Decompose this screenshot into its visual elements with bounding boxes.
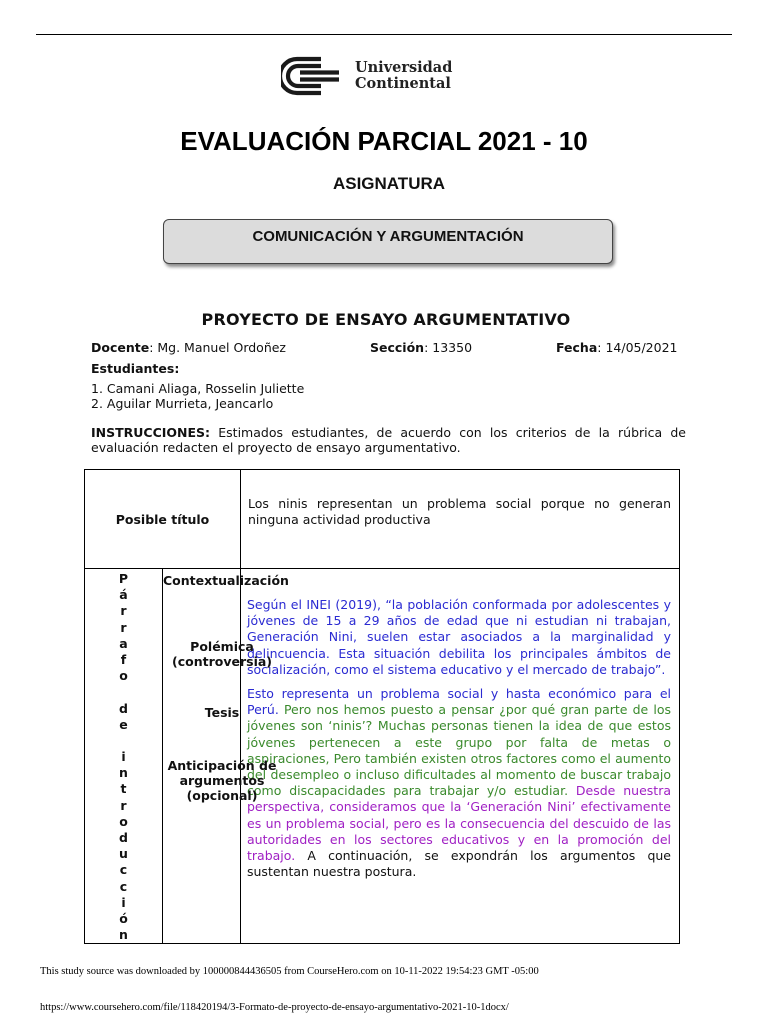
vertical-letter: [85, 733, 162, 749]
student-item: 1. Camani Aliaga, Rosselin Juliette: [91, 381, 305, 396]
seccion-value: : 13350: [424, 340, 473, 355]
universidad-continental-logo-icon: [281, 55, 343, 97]
paragraph-gap: [247, 678, 671, 686]
intro-vertical-label: [85, 569, 163, 944]
essay-project-table: [84, 469, 680, 944]
vertical-letter: n: [119, 927, 128, 943]
docente-value: : Mg. Manuel Ordoñez: [149, 340, 286, 355]
download-note: This study source was downloaded by 100000844436505 from CourseHero.com on 10-11-2022 19:54:23 GMT -05:00: [40, 966, 539, 977]
students-label: Estudiantes:: [91, 361, 180, 376]
logo-line-1: Universidad: [355, 59, 453, 76]
exam-title: EVALUACIÓN PARCIAL 2021 - 10: [180, 126, 588, 156]
intro-polemic-text: Pero nos hemos puesto a pensar ¿por qué gran parte de los jóvenes son ‘ninis’? Muchas personas tienen la idea de que estos jóvenes pertenecen a este grupo por falta de metas o aspiraciones, Pero también existen otros factores como el aumento del desempleo o incluso dificultades al momento de buscar trabajo como discapacidades para trabajar y/o estudiar.: [247, 702, 671, 799]
contextualization-label: Contextualización: [163, 573, 289, 588]
intro-labels-cell: [163, 569, 289, 944]
vertical-letter: c: [119, 862, 128, 878]
intro-thesis-text: Esto representa un problema social y hasta económico para el Perú.: [247, 686, 671, 718]
vertical-letter: n: [119, 765, 128, 781]
vertical-letter: i: [121, 749, 126, 765]
vertical-letter: r: [120, 797, 127, 813]
vertical-letter: á: [119, 587, 128, 603]
possible-title-text: Los ninis representan un problema social porque no generan ninguna actividad productiva: [248, 496, 671, 527]
title-label-cell: [85, 470, 241, 569]
intro-anticipation-text: A continuación, se expondrán los argumentos que sustentan nuestra postura.: [247, 848, 671, 880]
subject-label: ASIGNATURA: [332, 174, 446, 193]
thesis-label: Tesis: [204, 705, 240, 720]
university-logo: [281, 55, 461, 97]
docente-label: Docente: [91, 340, 150, 355]
vertical-letter: [85, 684, 162, 700]
students-list: [91, 381, 304, 411]
intro-context-text: Según el INEI (2019), “la población conformada por adolescentes y jóvenes de 15 a 29 años de edad que ni estudian ni trabajan, Generación Nini, suelen estar asociados a la marginalidad y delincuencia. Esta situación debilita los principales ámbitos de socialización, como el sistema educativo y el mercado de trabajo”.: [247, 597, 671, 677]
title-row: [85, 470, 680, 569]
course-name: COMUNICACIÓN Y ARGUMENTACIÓN: [252, 228, 524, 245]
vertical-letter: r: [120, 603, 127, 619]
anticipation-label: Anticipación de argumentos (opcional): [167, 758, 277, 803]
vertical-letter: o: [119, 813, 128, 829]
vertical-letter: c: [119, 878, 128, 894]
seccion-field: [370, 340, 472, 355]
vertical-letter: e: [119, 716, 128, 732]
docente-field: [91, 340, 286, 355]
vertical-letter: o: [119, 668, 128, 684]
project-title: PROYECTO DE ENSAYO ARGUMENTATIVO: [201, 310, 571, 329]
instructions-label: INSTRUCCIONES:: [91, 425, 211, 440]
vertical-letter: r: [120, 619, 127, 635]
vertical-letter: t: [120, 781, 127, 797]
vertical-letter: d: [119, 700, 128, 716]
vertical-letter: ó: [119, 910, 128, 926]
instructions: [91, 425, 686, 455]
logo-line-2: Continental: [355, 75, 451, 92]
title-content-cell: [241, 470, 680, 569]
fecha-label: Fecha: [556, 340, 598, 355]
student-item: 2. Aguilar Murrieta, Jeancarlo: [91, 396, 274, 411]
course-name-box: [163, 219, 613, 264]
intro-content-cell: [241, 569, 680, 944]
polemic-label: Polémica (controversia): [172, 639, 272, 669]
logo-wordmark: [355, 60, 452, 92]
vertical-letter: f: [120, 651, 127, 667]
top-rule: [36, 34, 732, 35]
fecha-value: : 14/05/2021: [597, 340, 678, 355]
seccion-label: Sección: [370, 340, 425, 355]
fecha-field: [556, 340, 678, 355]
instructions-text: Estimados estudiantes, de acuerdo con los criterios de la rúbrica de evaluación redacten el proyecto de ensayo argumentativo.: [91, 425, 686, 455]
vertical-letter: P: [118, 571, 129, 586]
vertical-letter: d: [119, 830, 128, 845]
intro-row: [85, 569, 680, 944]
source-url: https://www.coursehero.com/file/118420194/3-Formato-de-proyecto-de-ensayo-argumentativo-2021-10-1docx/: [40, 1002, 509, 1013]
intro-perspective-text: Desde nuestra perspectiva, consideramos que la ‘Generación Nini’ efectivamente es un problema social, pero es la consecuencia del descuido de las autoridades en los sectores educativos y en la promoción del trabajo.: [247, 783, 671, 864]
possible-title-label: Posible título: [115, 511, 210, 527]
vertical-letter: a: [119, 635, 128, 651]
vertical-letter: u: [119, 846, 128, 862]
vertical-letter: i: [121, 894, 126, 910]
